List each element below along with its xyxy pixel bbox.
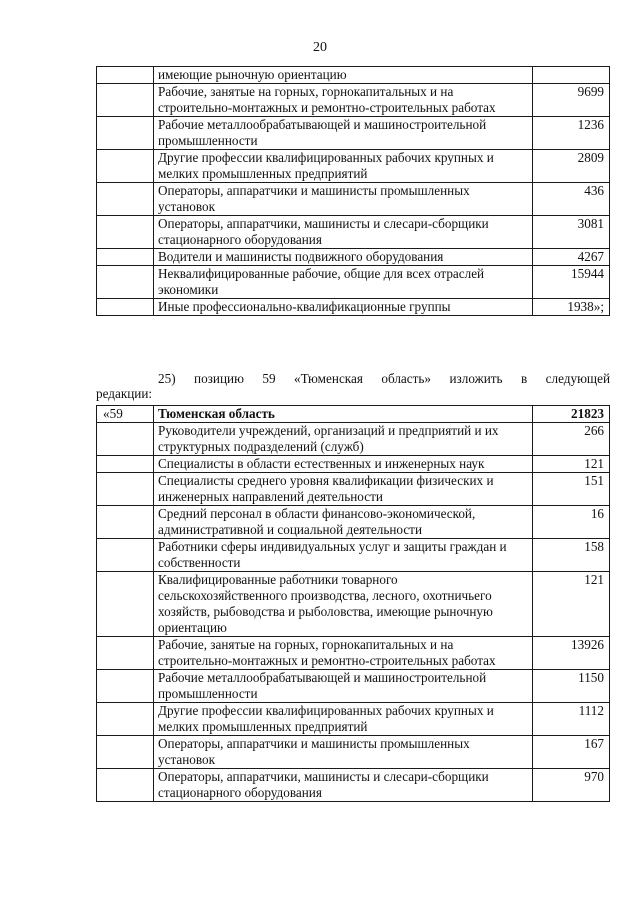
occupation-cell: Рабочие, занятые на горных, горнокапитальных и на строительно-монтажных и ремонтно-строительных работах [154, 84, 533, 117]
table-row [97, 456, 610, 473]
code-cell [97, 506, 154, 539]
occupation-cell: Операторы, аппаратчики, машинисты и слесари-сборщики стационарного оборудования [154, 769, 533, 802]
code-cell [97, 670, 154, 703]
table-row [97, 670, 610, 703]
occupation-cell: Рабочие металлообрабатывающей и машиностроительной промышленности [154, 117, 533, 150]
code-cell [97, 703, 154, 736]
count-cell: 2809 [533, 150, 610, 183]
count-cell: 3081 [533, 216, 610, 249]
occupation-cell: Специалисты в области естественных и инженерных наук [154, 456, 533, 473]
count-cell: 1150 [533, 670, 610, 703]
occupation-cell: Другие профессии квалифицированных рабочих крупных и мелких промышленных предприятий [154, 150, 533, 183]
table-row [97, 637, 610, 670]
code-cell [97, 216, 154, 249]
occupation-cell: Операторы, аппаратчики, машинисты и слесари-сборщики стационарного оборудования [154, 216, 533, 249]
code-cell [97, 117, 154, 150]
page-number: 20 [313, 40, 327, 55]
code-cell [97, 183, 154, 216]
count-cell [533, 67, 610, 84]
table-row [97, 703, 610, 736]
code-cell [97, 84, 154, 117]
table-row [97, 84, 610, 117]
occupation-cell: Иные профессионально-квалификационные группы [154, 299, 533, 316]
table-row [97, 736, 610, 769]
table-row [97, 117, 610, 150]
occupation-cell: Средний персонал в области финансово-экономической, административной и социальной деятельности [154, 506, 533, 539]
occupation-cell: Другие профессии квалифицированных рабочих крупных и мелких промышленных предприятий [154, 703, 533, 736]
code-cell [97, 539, 154, 572]
table-row [97, 249, 610, 266]
count-cell: 121 [533, 572, 610, 637]
table-row [97, 216, 610, 249]
code-cell [97, 249, 154, 266]
count-cell: 970 [533, 769, 610, 802]
occupation-cell: Работники сферы индивидуальных услуг и защиты граждан и собственности [154, 539, 533, 572]
occupation-table-continued [96, 66, 610, 316]
code-cell [97, 299, 154, 316]
code-cell [97, 572, 154, 637]
paragraph-line: редакции: [96, 386, 153, 401]
table-row [97, 473, 610, 506]
code-cell [97, 456, 154, 473]
table-row [97, 150, 610, 183]
count-cell: 151 [533, 473, 610, 506]
position-code-cell: «59 [97, 406, 154, 423]
occupation-cell: Специалисты среднего уровня квалификации физических и инженерных направлений деятельности [154, 473, 533, 506]
count-cell: 167 [533, 736, 610, 769]
occupation-cell: Водители и машинисты подвижного оборудования [154, 249, 533, 266]
table-row [97, 423, 610, 456]
region-name-cell: Тюменская область [154, 406, 533, 423]
table-row [97, 299, 610, 316]
count-cell: 266 [533, 423, 610, 456]
code-cell [97, 423, 154, 456]
table-row [97, 67, 610, 84]
count-cell: 436 [533, 183, 610, 216]
occupation-cell: Рабочие, занятые на горных, горнокапитальных и на строительно-монтажных и ремонтно-строительных работах [154, 637, 533, 670]
occupation-cell: имеющие рыночную ориентацию [154, 67, 533, 84]
table-row [97, 769, 610, 802]
count-cell: 13926 [533, 637, 610, 670]
count-cell: 1112 [533, 703, 610, 736]
occupation-cell: Неквалифицированные рабочие, общие для всех отраслей экономики [154, 266, 533, 299]
amendment-paragraph [96, 371, 610, 401]
code-cell [97, 67, 154, 84]
count-cell: 1236 [533, 117, 610, 150]
code-cell [97, 736, 154, 769]
count-cell: 121 [533, 456, 610, 473]
count-cell: 158 [533, 539, 610, 572]
code-cell [97, 150, 154, 183]
table-row [97, 572, 610, 637]
table-row [97, 506, 610, 539]
count-cell: 1938»; [533, 299, 610, 316]
count-cell: 16 [533, 506, 610, 539]
count-cell: 15944 [533, 266, 610, 299]
region-total-cell: 21823 [533, 406, 610, 423]
tyumen-region-table [96, 405, 610, 802]
count-cell: 4267 [533, 249, 610, 266]
paragraph-line: 25) позицию 59 «Тюменская область» изложить в следующей [158, 371, 610, 386]
code-cell [97, 266, 154, 299]
code-cell [97, 473, 154, 506]
occupation-cell: Операторы, аппаратчики и машинисты промышленных установок [154, 183, 533, 216]
count-cell: 9699 [533, 84, 610, 117]
occupation-cell: Квалифицированные работники товарного сельскохозяйственного производства, лесного, охотничьего хозяйств, рыбоводства и рыболовства, имеющие рыночную ориентацию [154, 572, 533, 637]
occupation-cell: Операторы, аппаратчики и машинисты промышленных установок [154, 736, 533, 769]
occupation-cell: Руководители учреждений, организаций и предприятий и их структурных подразделений (служб) [154, 423, 533, 456]
table-row [97, 266, 610, 299]
table-header-row [97, 406, 610, 423]
table-row [97, 539, 610, 572]
table-row [97, 183, 610, 216]
code-cell [97, 769, 154, 802]
occupation-cell: Рабочие металлообрабатывающей и машиностроительной промышленности [154, 670, 533, 703]
code-cell [97, 637, 154, 670]
